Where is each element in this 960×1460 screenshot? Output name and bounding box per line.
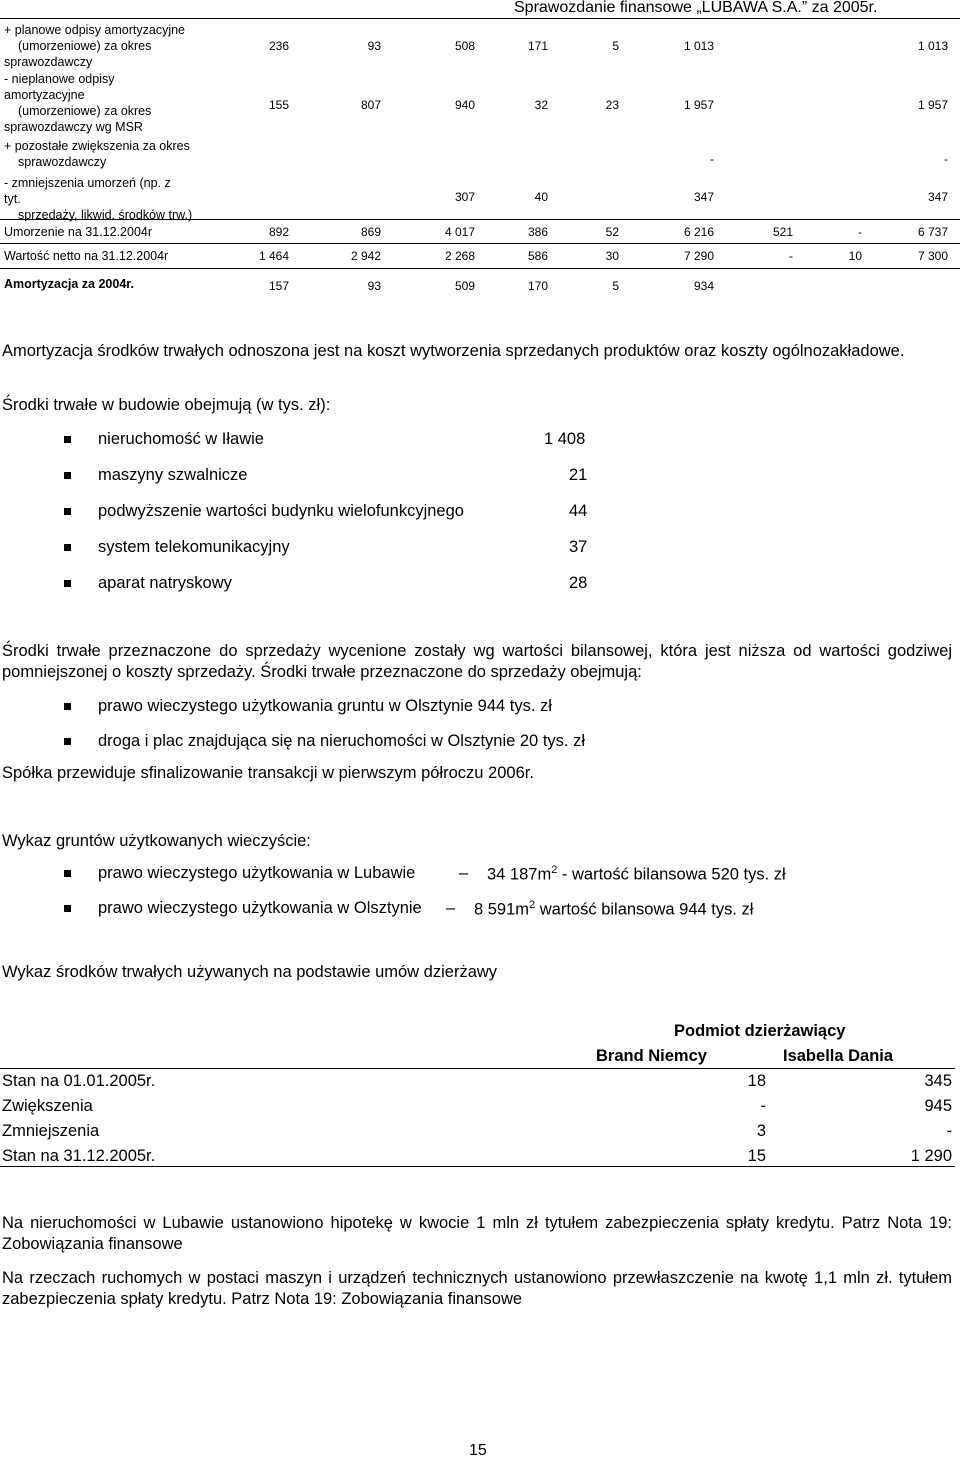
table-row-label [4,248,239,264]
construction-item-value: 21 [569,466,588,484]
table-cell: - [789,249,793,263]
lease-row-isabella: - [946,1122,952,1140]
table-cell: 32 [534,98,548,112]
table-row-label [4,138,239,170]
table-row-label-line: (umorzeniowe) za okres [18,39,152,53]
lease-row-label: Stan na 01.01.2005r. [2,1072,156,1090]
lease-col-isabella: Isabella Dania [783,1047,894,1065]
table-rule [0,268,960,269]
bullet-icon [64,472,71,479]
lease-row-label: Stan na 31.12.2005r. [2,1147,156,1165]
construction-item-name: maszyny szwalnicze [98,466,248,484]
table-cell: 6 737 [917,225,948,239]
bullet-icon [64,703,71,710]
construction-item-value: 1 408 [544,430,586,448]
land-item-area [487,864,786,885]
transfer-note: Na rzeczach ruchomych w postaci maszyn i urządzeń technicznych ustanowiono przewłaszczenie na kwotę 1,1 mln zł. tytułem zabezpieczenia spłaty kredytu. Patrz Nota 19: Zobowiązania finansowe [2,1269,952,1308]
lease-row-isabella: 945 [924,1097,952,1115]
table-cell: 157 [268,279,289,293]
bullet-icon [64,905,71,912]
land-book-value: - wartość bilansowa 520 tys. zł [557,865,786,884]
table-cell: 23 [605,98,619,112]
transaction-note: Spółka przewiduje sfinalizowanie transakcji w pierwszym półroczu 2006r. [2,764,534,782]
bullet-icon [64,508,71,515]
table-cell: 170 [527,279,548,293]
page-number: 15 [469,1442,487,1459]
land-area-unit-exp: 2 [529,899,536,911]
bullet-icon [64,738,71,745]
land-item-dash: – [459,864,469,882]
construction-intro: Środki trwałe w budowie obejmują (w tys. zł): [2,396,331,414]
table-row-label-line: - nieplanowe odpisy [4,72,115,86]
table-row-label [4,224,239,240]
table-cell: 7 300 [917,249,948,263]
table-row-label-line: sprawozdawczy [4,55,93,69]
table-cell: 10 [848,249,862,263]
table-cell: 4 017 [444,225,475,239]
table-cell: 93 [367,279,381,293]
lease-row-brand: 18 [747,1072,766,1090]
table-row-label-line: tyt. [4,192,21,206]
land-item-dash: – [446,899,456,917]
table-cell: - [858,225,862,239]
table-cell: 171 [527,39,548,53]
land-item-area [474,899,753,920]
for-sale-item: prawo wieczystego użytkowania gruntu w Olsztynie 944 tys. zł [98,697,552,715]
construction-item-value: 37 [569,538,588,556]
land-title: Wykaz gruntów użytkowanych wieczyście: [2,832,311,850]
table-cell: 5 [612,39,619,53]
table-cell: 386 [527,225,548,239]
table-cell: 1 957 [683,98,714,112]
table-cell: - [710,152,714,166]
depreciation-note: Amortyzacja środków trwałych odnoszona jest na koszt wytworzenia sprzedanych produktów oraz koszty ogólnozakładowe. [2,342,905,360]
page-header: Sprawozdanie finansowe „LUBAWA S.A.” za 2005r. [514,0,878,16]
table-cell: 1 464 [258,249,289,263]
table-row-label [4,175,239,223]
land-item-description: prawo wieczystego użytkowania w Lubawie [98,864,416,882]
table-cell: 509 [454,279,475,293]
table-cell: 508 [454,39,475,53]
construction-item-value: 44 [569,502,588,520]
lease-row-isabella: 1 290 [910,1147,952,1165]
land-item-description: prawo wieczystego użytkowania w Olsztynie [98,899,422,917]
table-cell: 521 [772,225,793,239]
construction-item-value: 28 [569,574,588,592]
construction-item-name: nieruchomość w Iławie [98,430,264,448]
table-cell: 40 [534,190,548,204]
table-row-label [4,276,239,292]
lease-row-label: Zmniejszenia [2,1122,100,1140]
lease-bottom-rule [0,1166,955,1167]
table-cell: 1 957 [917,98,948,112]
construction-item-name: system telekomunikacyjny [98,538,290,556]
land-book-value: wartość bilansowa 944 tys. zł [535,900,754,919]
land-area-value: 34 187m [487,865,552,884]
lease-row-brand: - [760,1097,766,1115]
lease-col-brand: Brand Niemcy [596,1047,707,1065]
table-cell: 807 [360,98,381,112]
lease-row-label: Zwiększenia [2,1097,93,1115]
table-cell: 307 [454,190,475,204]
table-row-label [4,22,239,70]
table-row-label-line: (umorzeniowe) za okres [18,104,152,118]
lease-row-brand: 3 [756,1122,766,1140]
for-sale-item: droga i plac znajdująca się na nieruchomości w Olsztynie 20 tys. zł [98,732,585,750]
mortgage-note: Na nieruchomości w Lubawie ustanowiono hipotekę w kwocie 1 mln zł tytułem zabezpieczenia spłaty kredytu. Patrz Nota 19: Zobowiązania finansowe [2,1214,952,1253]
table-row-label [4,71,239,135]
table-cell: 892 [268,225,289,239]
for-sale-note: Środki trwałe przeznaczone do sprzedaży wycenione zostały wg wartości bilansowej, która jest niższa od wartości godziwej pomniejszonej o koszty sprzedaży. Środki trwałe przeznaczone do sprzedaży obejmują: [2,642,952,681]
table-cell: 7 290 [683,249,714,263]
table-row-label-line: + planowe odpisy amortyzacyjne [4,23,185,37]
table-rule [0,243,960,244]
land-area-unit-exp: 2 [551,864,558,876]
table-row-label-line: Umorzenie na 31.12.2004r [4,225,153,239]
table-cell: - [944,152,948,166]
table-cell: 347 [927,190,948,204]
bullet-icon [64,436,71,443]
lease-row-isabella: 345 [924,1072,952,1090]
table-row-label-line: sprawozdawczy wg MSR [4,120,143,134]
table-row-label-line: + pozostałe zwiększenia za okres [4,139,190,153]
table-cell: 93 [367,39,381,53]
table-cell: 52 [605,225,619,239]
header-rule [0,18,960,19]
table-cell: 940 [454,98,475,112]
table-cell: 586 [527,249,548,263]
table-cell: 934 [693,279,714,293]
table-cell: 1 013 [917,39,948,53]
table-cell: 869 [360,225,381,239]
table-cell: 2 942 [350,249,381,263]
bullet-icon [64,544,71,551]
lease-header-rule [0,1068,955,1069]
bullet-icon [64,870,71,877]
lease-row-brand: 15 [747,1147,766,1165]
table-row-label-line: - zmniejszenia umorzeń (np. z [4,176,171,190]
table-cell: 236 [268,39,289,53]
table-row-label-line: Wartość netto na 31.12.2004r [4,249,169,263]
table-cell: 1 013 [683,39,714,53]
table-cell: 6 216 [683,225,714,239]
table-row-label-line: sprzedaży, likwid. środków trw.) [18,208,193,222]
lease-group-header: Podmiot dzierżawiący [674,1022,846,1040]
construction-item-name: podwyższenie wartości budynku wielofunkcyjnego [98,502,464,520]
lease-title: Wykaz środków trwałych używanych na podstawie umów dzierżawy [2,963,498,981]
table-cell: 2 268 [444,249,475,263]
land-area-value: 8 591m [474,900,530,919]
table-row-label-line: Amortyzacja za 2004r. [4,277,134,291]
construction-item-name: aparat natryskowy [98,574,232,592]
table-cell: 30 [605,249,619,263]
table-cell: 347 [693,190,714,204]
table-row-label-line: sprawozdawczy [18,155,107,169]
table-cell: 5 [612,279,619,293]
bullet-icon [64,580,71,587]
table-cell: 155 [268,98,289,112]
table-row-label-line: amortyzacyjne [4,88,85,102]
